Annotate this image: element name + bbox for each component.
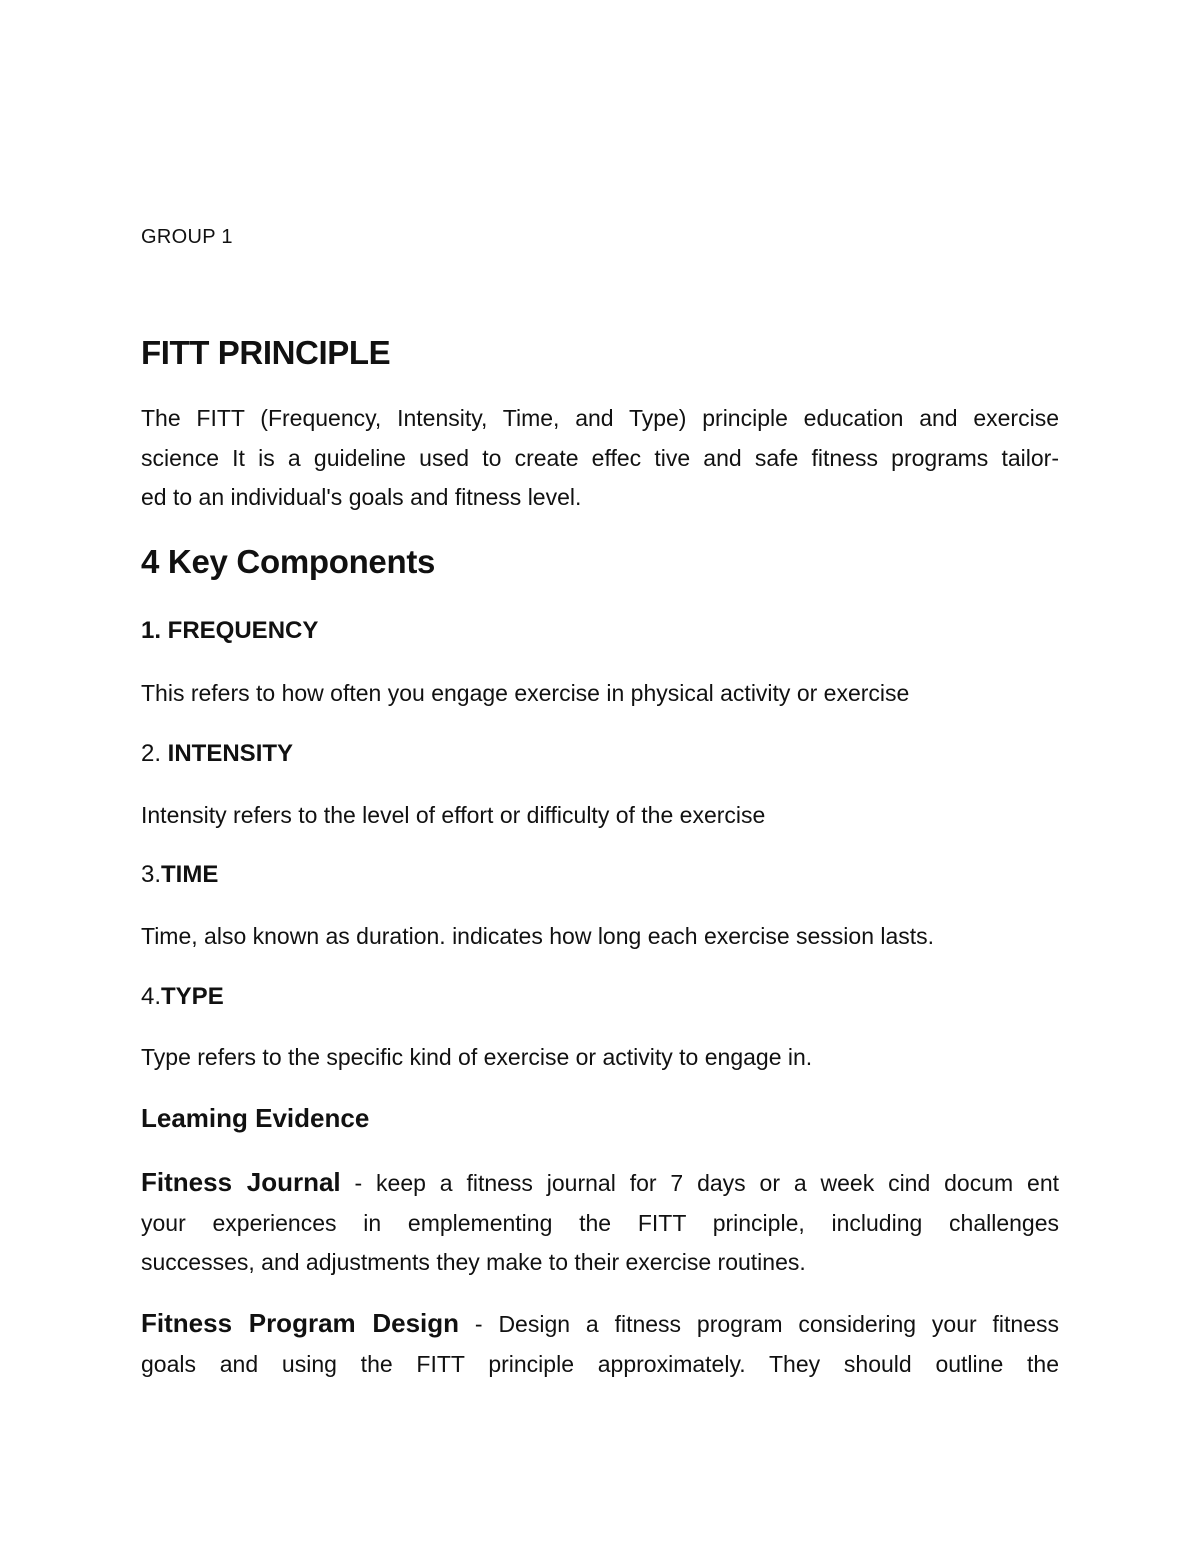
component-heading — [141, 616, 1059, 646]
component-heading — [141, 860, 1059, 890]
component-description: This refers to how often you engage exercise in physical activity or exercise — [141, 680, 910, 706]
component-number: 1. — [141, 617, 162, 644]
document-title: FITT PRINCIPLE — [141, 334, 391, 371]
intro-line: science It is a guideline used to create effec tive and safe fitness programs tailor- — [141, 444, 1059, 471]
component-description: Type refers to the specific kind of exercise or activity to engage in. — [141, 1044, 813, 1070]
evidence-text: - keep a fitness journal for 7 days or a week cind docum ent — [340, 1170, 1060, 1196]
evidence-line — [141, 1163, 1059, 1204]
evidence-item — [141, 1163, 1059, 1283]
evidence-term: Fitness Journal — [141, 1167, 341, 1197]
evidence-term: Fitness Program Design — [141, 1308, 460, 1338]
component-name: TIME — [161, 861, 219, 888]
component-description: Time, also known as duration. indicates how long each exercise session lasts. — [141, 923, 935, 949]
component-description: Intensity refers to the level of effort or difficulty of the exercise — [141, 802, 766, 828]
components-title: 4 Key Components — [141, 543, 436, 580]
component-heading — [141, 739, 1059, 769]
component-name: TYPE — [161, 983, 224, 1010]
evidence-line: goals and using the FITT principle approximately. They should outline the — [141, 1350, 1059, 1377]
evidence-item — [141, 1304, 1059, 1384]
group-label: GROUP 1 — [141, 226, 233, 248]
intro-paragraph — [141, 399, 1059, 518]
component-number: 3. — [141, 861, 162, 888]
evidence-line — [141, 1304, 1059, 1345]
component-number: 4. — [141, 983, 162, 1010]
component-heading — [141, 982, 1059, 1012]
component-name: INTENSITY — [161, 740, 294, 767]
component-name: FREQUENCY — [161, 617, 319, 644]
intro-line: ed to an individual's goals and fitness level. — [141, 484, 582, 510]
evidence-line: successes, and adjustments they make to their exercise routines. — [141, 1249, 806, 1275]
evidence-text: - Design a fitness program considering your fitness — [459, 1311, 1059, 1337]
evidence-title: Leaming Evidence — [141, 1103, 370, 1133]
intro-line: The FITT (Frequency, Intensity, Time, and Type) principle education and exercise — [141, 405, 1059, 431]
component-number: 2. — [141, 740, 162, 767]
evidence-line: your experiences in emplementing the FITT principle, including challenges — [141, 1209, 1059, 1236]
